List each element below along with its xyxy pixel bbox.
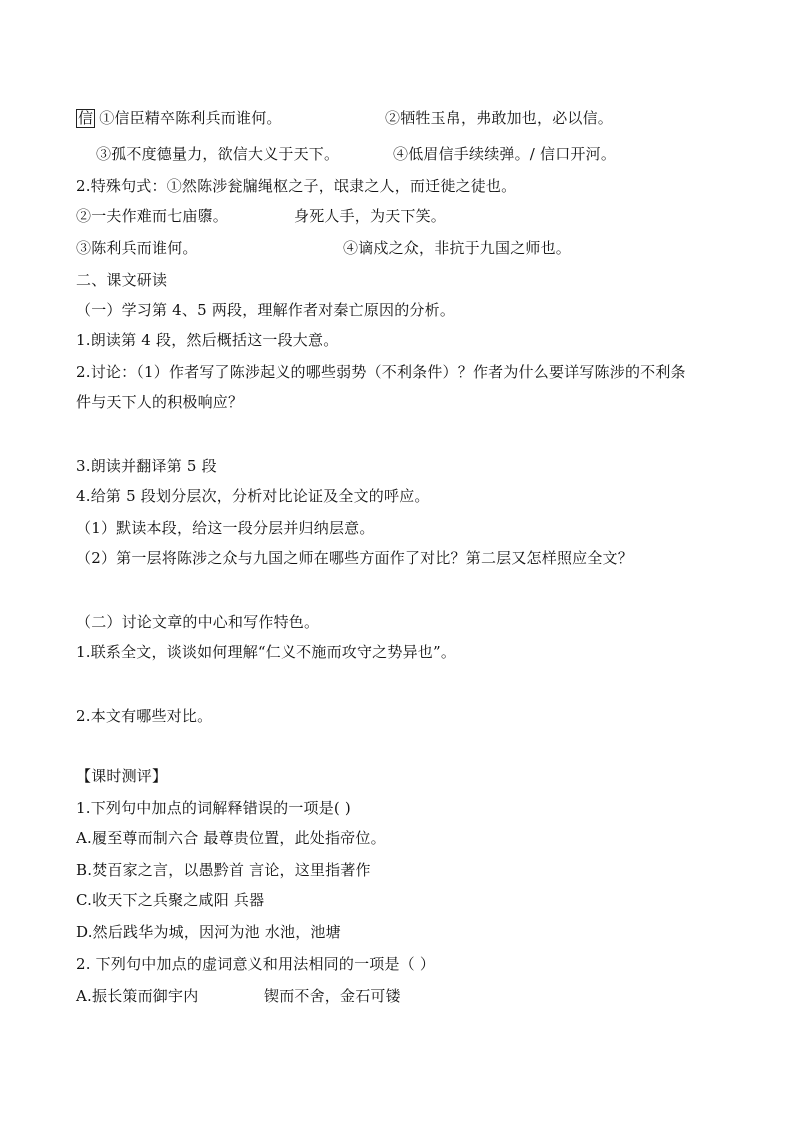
test-question-2-option-a-left: A.振长策而御宇内: [76, 987, 199, 1005]
xin-sentence-4: ④低眉信手续续弹。/ 信口开河。: [393, 145, 617, 163]
special-item-3: ③陈利兵而谁何。: [76, 239, 198, 257]
test-heading: 【课时测评】: [76, 767, 168, 785]
study-part-2-question-1: 1.联系全文，谈谈如何理解“仁义不施而攻守之势异也”。: [76, 643, 457, 661]
special-item-4: ④谪戍之众，非抗于九国之师也。: [343, 239, 572, 257]
test-question-1-option-c: C.收天下之兵聚之咸阳 兵器: [76, 891, 265, 909]
study-question-3: 3.朗读并翻译第 5 段: [76, 457, 217, 475]
test-question-2-option-a-right: 锲而不舍，金石可镂: [264, 987, 401, 1005]
study-question-4-sub-1: （1）默读本段，给这一段分层并归纳层意。: [76, 519, 375, 537]
study-part-1: （一）学习第 4、5 两段，理解作者对秦亡原因的分析。: [76, 301, 456, 319]
study-heading: 二、课文研读: [76, 271, 168, 289]
special-item-2b: 身死人手，为天下笑。: [294, 207, 447, 225]
study-question-2a: 2.讨论：（1）作者写了陈涉起义的哪些弱势（不利条件）？作者为什么要详写陈涉的不利条: [76, 363, 686, 381]
study-question-1: 1.朗读第 4 段，然后概括这一段大意。: [76, 331, 339, 349]
boxed-character: 信: [78, 109, 94, 127]
study-part-2: （二）讨论文章的中心和写作特色。: [76, 613, 320, 631]
study-part-2-question-2: 2.本文有哪些对比。: [76, 707, 213, 725]
study-question-4: 4.给第 5 段划分层次，分析对比论证及全文的呼应。: [76, 487, 430, 505]
xin-sentence-2: ②牺牲玉帛，弗敢加也，必以信。: [385, 109, 614, 127]
test-question-2: 2. 下列句中加点的虚词意义和用法相同的一项是（ ）: [76, 955, 436, 973]
study-question-2b: 件与天下人的积极响应？: [76, 393, 244, 411]
xin-sentence-1: ①信臣精卒陈利兵而谁何。: [99, 109, 282, 127]
special-item-2: ②一夫作难而七庙隳。: [76, 207, 229, 225]
special-title: 2.特殊句式：①然陈涉瓮牖绳枢之子，氓隶之人，而迁徙之徒也。: [76, 177, 517, 195]
test-question-1: 1.下列句中加点的词解释错误的一项是( ): [76, 799, 351, 817]
test-question-1-option-b: B.焚百家之言，以愚黔首 言论，这里指著作: [76, 861, 371, 879]
study-question-4-sub-2: （2）第一层将陈涉之众与九国之师在哪些方面作了对比？第二层又怎样照应全文？: [76, 549, 633, 567]
test-question-1-option-a: A.履至尊而制六合 最尊贵位置，此处指帝位。: [76, 829, 386, 847]
xin-line-1: [76, 108, 282, 128]
test-question-1-option-d: D.然后践华为城，因河为池 水池，池塘: [76, 923, 341, 941]
xin-sentence-3: ③孤不度德量力，欲信大义于天下。: [96, 145, 340, 163]
